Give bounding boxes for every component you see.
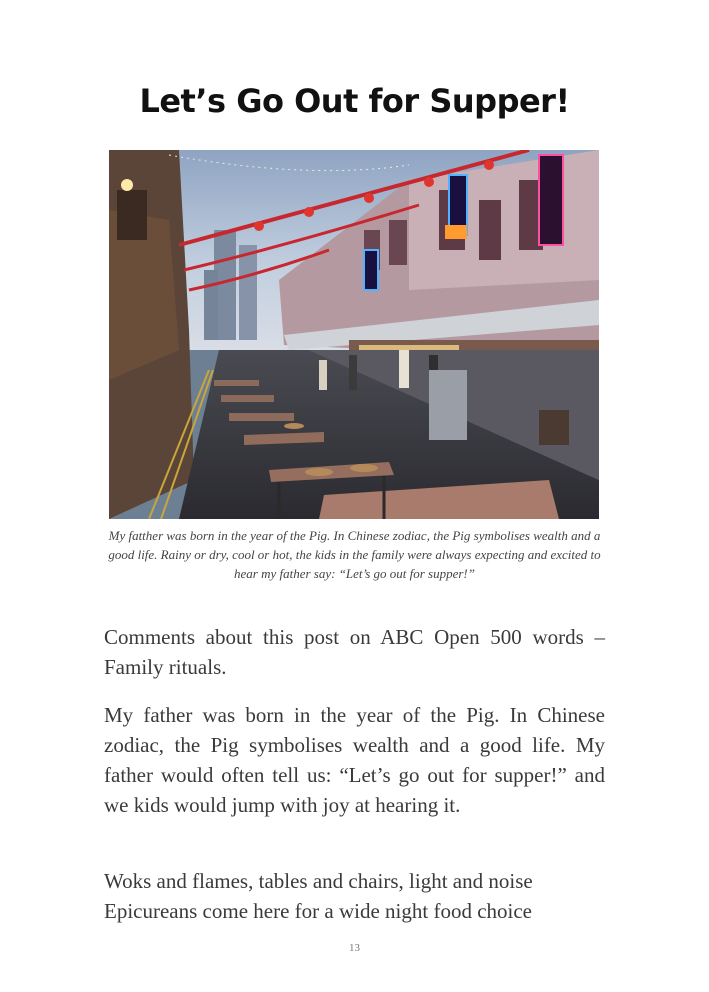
- page-title: Let’s Go Out for Supper!: [139, 82, 570, 120]
- verse-paragraph: [104, 866, 605, 926]
- page-number: 13: [349, 942, 360, 954]
- street-scene-illustration: [109, 150, 599, 519]
- intro-paragraph: Comments about this post on ABC Open 500 words – Family rituals.: [104, 625, 605, 679]
- verse-line-2: Epicureans come here for a wide night food choice: [104, 899, 532, 923]
- story-paragraph: My father was born in the year of the Pig. In Chinese zodiac, the Pig symbolises wealth and a good life. My father would often tell us: “Let’s go out for supper!” and we kids would jump with joy at hearing it.: [104, 703, 605, 817]
- photo-caption: My fatther was born in the year of the Pig. In Chinese zodiac, the Pig symbolises wealth and a good life. Rainy or dry, cool or hot, the kids in the family were always expecting and excited to hear my father say: “Let’s go out for supper!”: [108, 528, 601, 581]
- verse-line-1: Woks and flames, tables and chairs, light and noise: [104, 869, 533, 893]
- street-food-photo: [109, 150, 599, 519]
